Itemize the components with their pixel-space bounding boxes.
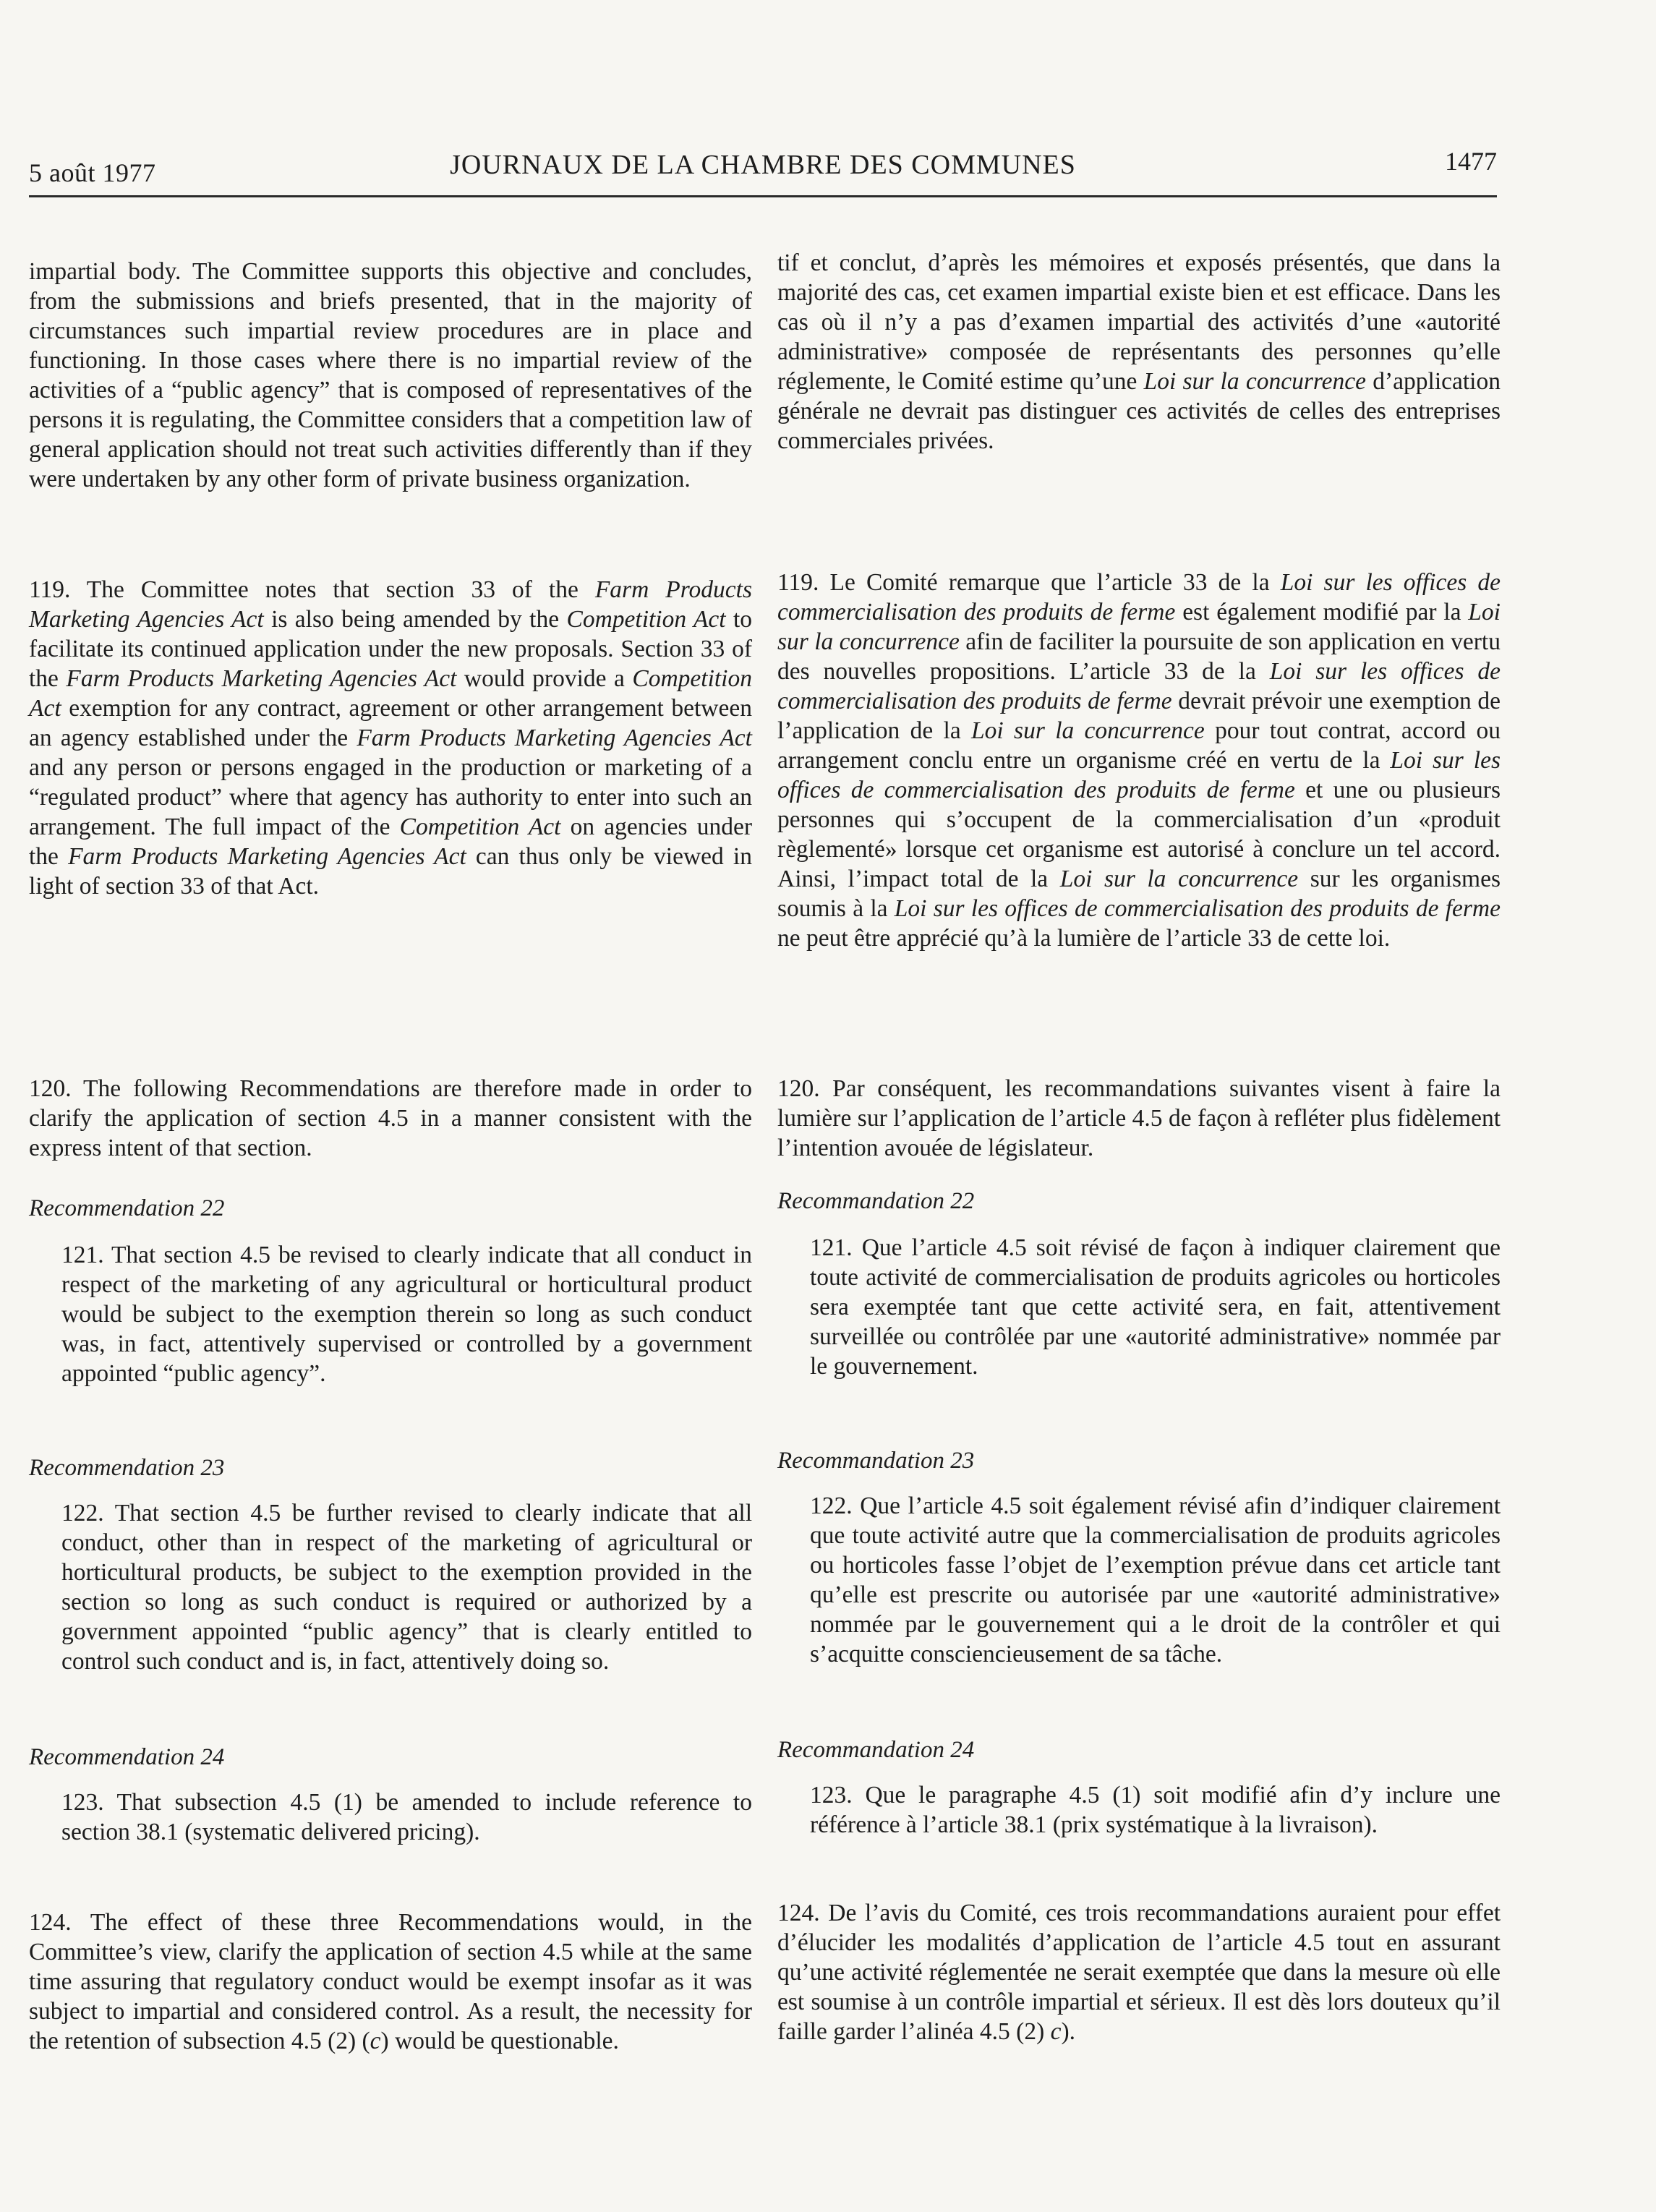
fr-recommendation-22-heading: Recommandation 22 — [777, 1188, 975, 1214]
italic-title-segment: Competition Act — [566, 606, 726, 633]
text-segment: est également modifié par la — [1175, 599, 1469, 625]
fr-paragraph-118 — [777, 248, 1501, 456]
italic-title-segment: Loi sur les offices de commercialisation des produits de ferme — [894, 895, 1501, 922]
text-segment: sur les organismes soumis à la — [777, 866, 1501, 922]
fr-recommendation-23-heading: Recommandation 23 — [777, 1448, 975, 1474]
fr-paragraph-121: 121. Que l’article 4.5 soit révisé de façon à indiquer clairement que toute activité de commercialisation de produits agricoles ou horticoles sera exemptée tant que cette activité sera, en fait, attentivement surveillée ou contrôlée par une «autorité administrative» nommée par le gouvernement. — [810, 1234, 1501, 1380]
italic-title-segment: Farm Products Marketing Agencies Act — [66, 665, 457, 692]
en-paragraph-120: 120. The following Recommendations are therefore made in order to clarify the application of section 4.5 in a manner consistent with the express intent of that section. — [29, 1075, 752, 1161]
en-paragraph-124 — [29, 1908, 752, 2056]
text-segment: would provide a — [456, 665, 633, 692]
text-segment: to facilitate its continued application under the new proposals. Section 33 of the — [29, 606, 752, 692]
fr-paragraph-120: 120. Par conséquent, les recommandations suivantes visent à faire la lumière sur l’application de l’article 4.5 de façon à refléter plus fidèlement l’intention avouée de législateur. — [777, 1075, 1501, 1161]
italic-title-segment: Loi sur les offices de commercialisation des produits de ferme — [777, 658, 1501, 714]
text-segment: d’application générale ne devrait pas distinguer ces activités de celles des entreprises commerciales privées. — [777, 368, 1501, 454]
text-segment: can thus only be viewed in light of section 33 of that Act. — [29, 843, 752, 900]
italic-title-segment: c — [1050, 2018, 1062, 2045]
text-segment: and any person or persons engaged in the production or marketing of a “regulated product” where that agency has authority to enter into such an arrangement. The full impact of the — [29, 754, 752, 840]
italic-title-segment: Farm Products Marketing Agencies Act — [29, 576, 752, 633]
italic-title-segment: Farm Products Marketing Agencies Act — [357, 725, 752, 751]
italic-title-segment: Competition Act — [399, 814, 561, 840]
text-segment: ne peut être apprécié qu’à la lumière de l’article 33 de cette loi. — [777, 925, 1391, 952]
header-date: 5 août 1977 — [29, 158, 156, 187]
en-paragraph-122: 122. That section 4.5 be further revised to clearly indicate that all conduct, other than in respect of the marketing of agricultural or horticultural products, be subject to the exemption provided in the section so long as such conduct is required or authorized by a government appointed “public agency” that is clearly entitled to control such conduct and is, in fact, attentively doing so. — [61, 1500, 752, 1675]
text-segment: pour tout contrat, accord ou arrangement conclu entre un organisme créé en vertu de la — [777, 717, 1501, 774]
en-paragraph-121: 121. That section 4.5 be revised to clearly indicate that all conduct in respect of the marketing of any agricultural or horticultural product would be subject to the exemption therein so long as such conduct was, in fact, attentively supervised or controlled by a government appointed “public agency”. — [61, 1242, 752, 1387]
text-segment: devrait prévoir une exemption de l’application de la — [777, 688, 1501, 744]
fr-paragraph-123: 123. Que le paragraphe 4.5 (1) soit modifié afin d’y inclure une référence à l’article 38.1 (prix systématique à la livraison). — [810, 1782, 1501, 1838]
text-segment: 124. De l’avis du Comité, ces trois recommandations auraient pour effet d’élucider les modalités d’application de l’article 4.5 tout en assurant qu’une activité réglementée ne serait exemptée que dans la mesure où elle est soumise à un contrôle impartial et sérieux. Il est dès lors douteux qu’il faille garder l’alinéa 4.5 (2) — [777, 1900, 1501, 2045]
en-paragraph-118: impartial body. The Committee supports this objective and concludes, from the submissions and briefs presented, that in the majority of circumstances such impartial review procedures are in place and functioning. In those cases where there is no impartial review of the activities of a “public agency” that is composed of representatives of the persons it is regulating, the Committee considers that a competition law of general application should not treat such activities differently than if they were undertaken by any other form of private business organization. — [29, 258, 752, 492]
en-recommendation-24-heading: Recommendation 24 — [29, 1744, 225, 1770]
italic-title-segment: Loi sur la concurrence — [971, 717, 1205, 744]
text-segment: exemption for any contract, agreement or other arrangement between an agency established under the — [29, 695, 752, 751]
en-paragraph-119 — [29, 575, 752, 901]
fr-paragraph-119 — [777, 568, 1501, 953]
fr-recommendation-24-heading: Recommandation 24 — [777, 1737, 975, 1763]
text-segment: on agencies under the — [29, 814, 752, 870]
text-segment: afin de faciliter la poursuite de son application en vertu des nouvelles propositions. L’article 33 de la — [777, 628, 1501, 685]
text-segment: ). — [1061, 2018, 1076, 2045]
page-number: 1477 — [1445, 147, 1497, 176]
journal-title: JOURNAUX DE LA CHAMBRE DES COMMUNES — [450, 150, 1076, 180]
text-segment: tif et conclut, d’après les mémoires et exposés présentés, que dans la majorité des cas, cet examen impartial existe bien et est efficace. Dans les cas où il n’y a pas d’examen impartial des activités d’une «autorité administrative» composée de représentants des personnes qu’elle réglemente, le Comité estime qu’une — [777, 249, 1501, 395]
italic-title-segment: Loi sur les offices de commercialisation des produits de ferme — [777, 569, 1501, 625]
en-recommendation-22-heading: Recommendation 22 — [29, 1195, 225, 1221]
text-segment: ) would be questionable. — [380, 2028, 619, 2054]
en-recommendation-23-heading: Recommendation 23 — [29, 1455, 225, 1481]
text-segment: 124. The effect of these three Recommendations would, in the Committee’s view, clarify the application of section 4.5 while at the same time assuring that regulatory conduct would be exempt insofar as it was subject to impartial and considered control. As a result, the necessity for the retention of subsection 4.5 (2) ( — [29, 1909, 752, 2054]
text-segment: et une ou plusieurs personnes qui s’occupent de la commercialisation d’un «produit règlementé» lorsque cet organisme est autorisé à conclure un tel accord. Ainsi, l’impact total de la — [777, 777, 1501, 892]
en-paragraph-123: 123. That subsection 4.5 (1) be amended to include reference to section 38.1 (systematic delivered pricing). — [61, 1789, 752, 1845]
italic-title-segment: c — [370, 2028, 381, 2054]
fr-paragraph-124 — [777, 1898, 1501, 2046]
text-segment: is also being amended by the — [263, 606, 567, 633]
italic-title-segment: Loi sur la concurrence — [1059, 866, 1299, 892]
italic-title-segment: Loi sur la concurrence — [1143, 368, 1367, 395]
italic-title-segment: Loi sur la concurrence — [777, 599, 1501, 655]
page-header — [29, 145, 1497, 197]
text-segment: 119. The Committee notes that section 33 of the — [29, 576, 595, 603]
italic-title-segment: Competition Act — [29, 665, 752, 722]
fr-paragraph-122: 122. Que l’article 4.5 soit également révisé afin d’indiquer clairement que toute activité autre que la commercialisation de produits agricoles ou horticoles fasse l’objet de l’exemption prévue dans cet article tant qu’elle est prescrite ou autorisée par une «autorité administrative» nommée par le gouvernement qui a le droit de la contrôler et qui s’acquitte consciencieusement de sa tâche. — [810, 1493, 1501, 1667]
italic-title-segment: Farm Products Marketing Agencies Act — [68, 843, 466, 870]
text-segment: 119. Le Comité remarque que l’article 33 de la — [777, 569, 1281, 596]
italic-title-segment: Loi sur les offices de commercialisation des produits de ferme — [777, 747, 1501, 803]
